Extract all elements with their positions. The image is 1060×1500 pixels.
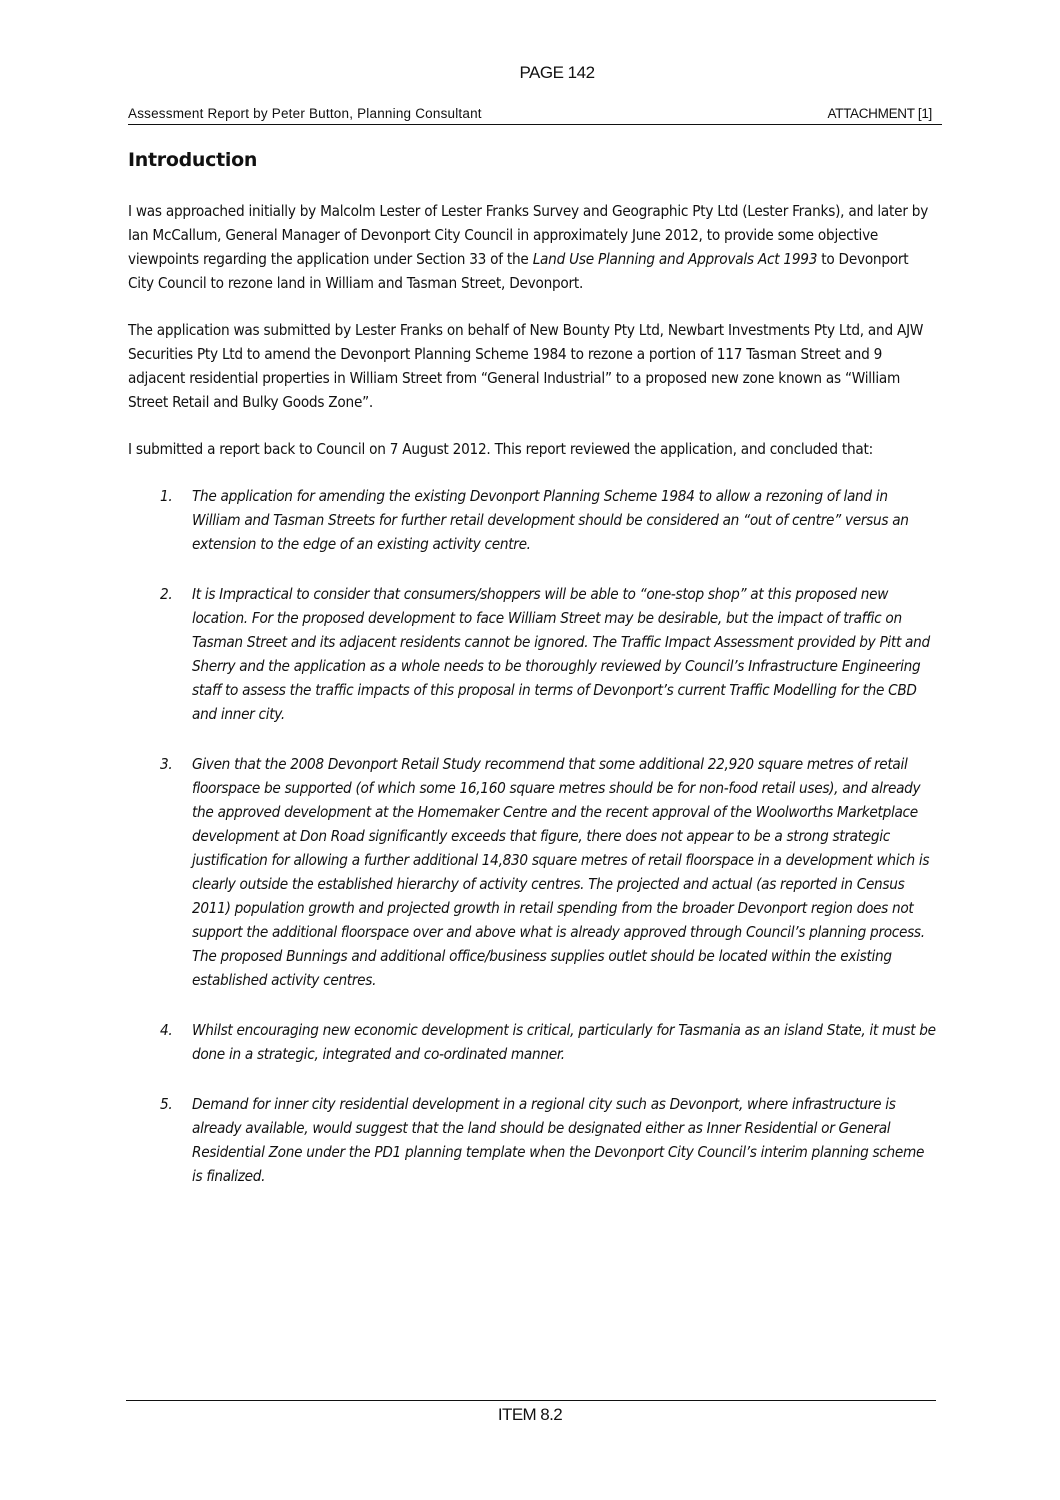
list-text: It is Impractical to consider that consumers/shoppers will be able to “one-stop shop” at this proposed new location. For the proposed development to face William Street may be desirable, but the impact of traffic on Tasman Street and its adjacent residents cannot be ignored. The Traffic Impact Assessment provided by Pitt and Sherry and the application as a whole needs to be thoroughly reviewed by Council’s Infrastructure Engineering staff to assess the traffic impacts of this proposal in terms of Devonport’s current Traffic Modelling for the CBD and inner city. (192, 585, 930, 723)
list-number: 1. (160, 487, 173, 505)
section-heading: Introduction (128, 149, 258, 171)
conclusions-list (128, 484, 938, 1188)
list-number: 5. (160, 1095, 173, 1113)
report-title: Assessment Report by Peter Button, Planning Consultant (128, 106, 482, 121)
footer-divider (126, 1400, 936, 1401)
list-item (128, 484, 938, 556)
list-number: 3. (160, 755, 173, 773)
list-number: 2. (160, 585, 173, 603)
list-text: Whilst encouraging new economic development is critical, particularly for Tasmania as an island State, it must be done in a strategic, integrated and co-ordinated manner. (192, 1021, 936, 1063)
list-number: 4. (160, 1021, 173, 1039)
act-title: Land Use Planning and Approvals Act 1993 (532, 250, 818, 268)
list-item (128, 1092, 938, 1188)
page-number: PAGE 142 (519, 63, 595, 82)
intro-paragraph (128, 199, 938, 295)
running-header (128, 106, 942, 125)
list-text: Demand for inner city residential development in a regional city such as Devonport, where infrastructure is already available, would suggest that the land should be designated either as Inner Residential or General Residential Zone under the PD1 planning template when the Devonport City Council’s interim planning scheme is finalized. (192, 1095, 925, 1185)
list-item (128, 582, 938, 726)
list-text: Given that the 2008 Devonport Retail Study recommend that some additional 22,920 square metres of retail floorspace be supported (of which some 16,160 square metres should be for non-food retail uses), and already the approved development at the Homemaker Centre and the recent approval of the Woolworths Marketplace development at Don Road significantly exceeds that figure, there does not appear to be a strong strategic justification for allowing a further additional 14,830 square metres of retail floorspace in a development which is clearly outside the established hierarchy of activity centres. The projected and actual (as reported in Census 2011) population growth and projected growth in retail spending from the broader Devonport region does not support the additional floorspace over and above what is already approved through Council’s planning process. The proposed Bunnings and additional office/business supplies outlet should be located within the existing established activity centres. (192, 755, 930, 989)
list-item (128, 752, 938, 992)
intro-text-end: to Devonport City Council to rezone land in William and Tasman Street, Devonport. (128, 250, 909, 292)
footer-item-label: ITEM 8.2 (497, 1405, 563, 1424)
list-item (128, 1018, 938, 1066)
application-paragraph: The application was submitted by Lester Franks on behalf of New Bounty Pty Ltd, Newbart Investments Pty Ltd, and AJW Securities Pty Ltd to amend the Devonport Planning Scheme 1984 to rezone a portion of 117 Tasman Street and 9 adjacent residential properties in William Street from “General Industrial” to a proposed new zone known as “William Street Retail and Bulky Goods Zone”. (128, 321, 924, 411)
report-paragraph: I submitted a report back to Council on 7 August 2012. This report reviewed the application, and concluded that: (128, 440, 873, 458)
document-body (128, 146, 938, 1214)
attachment-label: ATTACHMENT [1] (827, 106, 932, 121)
list-text: The application for amending the existing Devonport Planning Scheme 1984 to allow a rezoning of land in William and Tasman Streets for further retail development should be considered an “out of centre” versus an extension to the edge of an existing activity centre. (192, 487, 909, 553)
intro-text-start: I was approached initially by Malcolm Lester of Lester Franks Survey and Geographic Pty Ltd (Lester Franks), and later by Ian McCallum, General Manager of Devonport City Council in approximately June 2012, to provide some objective viewpoints regarding the application under Section 33 of the (128, 202, 929, 268)
